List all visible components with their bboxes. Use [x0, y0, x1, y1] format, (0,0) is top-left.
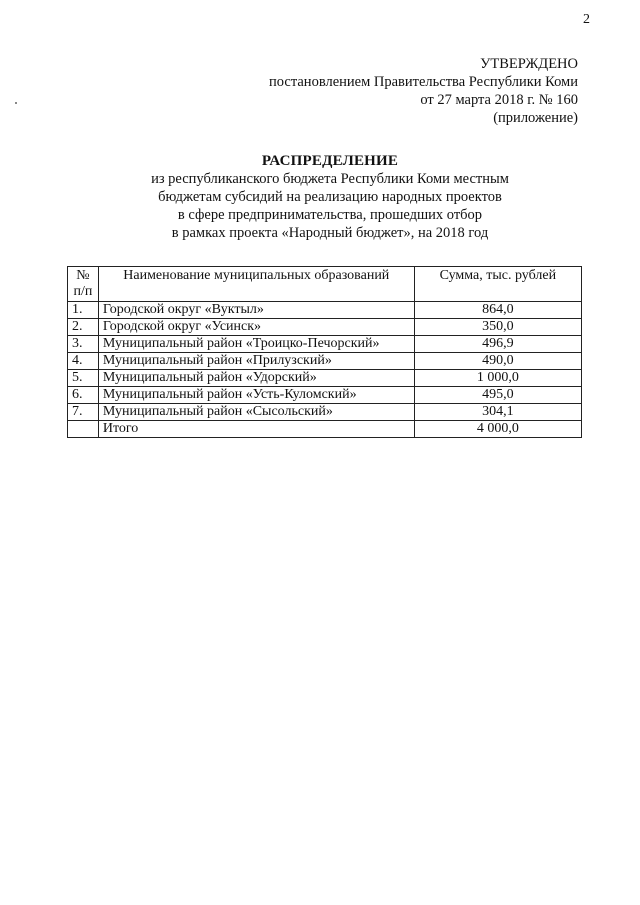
row-sum: 304,1: [414, 404, 581, 421]
total-sum: 4 000,0: [414, 421, 581, 438]
margin-mark: [15, 102, 17, 104]
approval-line-4: (приложение): [493, 110, 578, 126]
row-name: Городской округ «Вуктыл»: [98, 302, 414, 319]
total-num: [68, 421, 99, 438]
approval-stamp: [158, 55, 578, 127]
table-header-row: [68, 267, 582, 302]
approval-line-2: постановлением Правительства Республики Коми: [269, 74, 578, 90]
row-sum: 1 000,0: [414, 370, 581, 387]
approval-line-3: от 27 марта 2018 г. № 160: [420, 92, 578, 108]
title-line-1: из республиканского бюджета Республики Коми местным: [151, 171, 509, 187]
row-sum: 490,0: [414, 353, 581, 370]
header-num: [68, 267, 99, 302]
row-sum: 495,0: [414, 387, 581, 404]
row-name: Муниципальный район «Сысольский»: [98, 404, 414, 421]
row-num: 1.: [68, 302, 99, 319]
header-num-line-1: №: [76, 268, 90, 283]
table-total-row: [68, 421, 582, 438]
title-line-4: в рамках проекта «Народный бюджет», на 2018 год: [171, 225, 489, 241]
title-line-2: бюджетам субсидий на реализацию народных проектов: [158, 189, 502, 205]
row-sum: 350,0: [414, 319, 581, 336]
table-row: [68, 319, 582, 336]
table-row: [68, 370, 582, 387]
row-num: 7.: [68, 404, 99, 421]
header-num-line-2: п/п: [73, 284, 93, 299]
row-sum: 864,0: [414, 302, 581, 319]
title-heading: РАСПРЕДЕЛЕНИЕ: [261, 153, 399, 169]
table-row: [68, 302, 582, 319]
table-row: [68, 353, 582, 370]
total-name: Итого: [98, 421, 414, 438]
row-name: Муниципальный район «Удорский»: [98, 370, 414, 387]
row-num: 5.: [68, 370, 99, 387]
table-row: [68, 336, 582, 353]
row-sum: 496,9: [414, 336, 581, 353]
header-name: Наименование муниципальных образований: [98, 267, 414, 302]
row-num: 2.: [68, 319, 99, 336]
row-num: 6.: [68, 387, 99, 404]
distribution-table: [67, 266, 582, 438]
page-number: 2: [583, 12, 590, 27]
document-title: [80, 152, 580, 242]
row-name: Муниципальный район «Усть-Куломский»: [98, 387, 414, 404]
row-name: Муниципальный район «Троицко-Печорский»: [98, 336, 414, 353]
table-row: [68, 404, 582, 421]
header-sum: Сумма, тыс. рублей: [414, 267, 581, 302]
title-line-3: в сфере предпринимательства, прошедших отбор: [177, 207, 483, 223]
row-name: Городской округ «Усинск»: [98, 319, 414, 336]
row-name: Муниципальный район «Прилузский»: [98, 353, 414, 370]
approval-line-1: УТВЕРЖДЕНО: [480, 56, 578, 72]
table-row: [68, 387, 582, 404]
row-num: 3.: [68, 336, 99, 353]
row-num: 4.: [68, 353, 99, 370]
